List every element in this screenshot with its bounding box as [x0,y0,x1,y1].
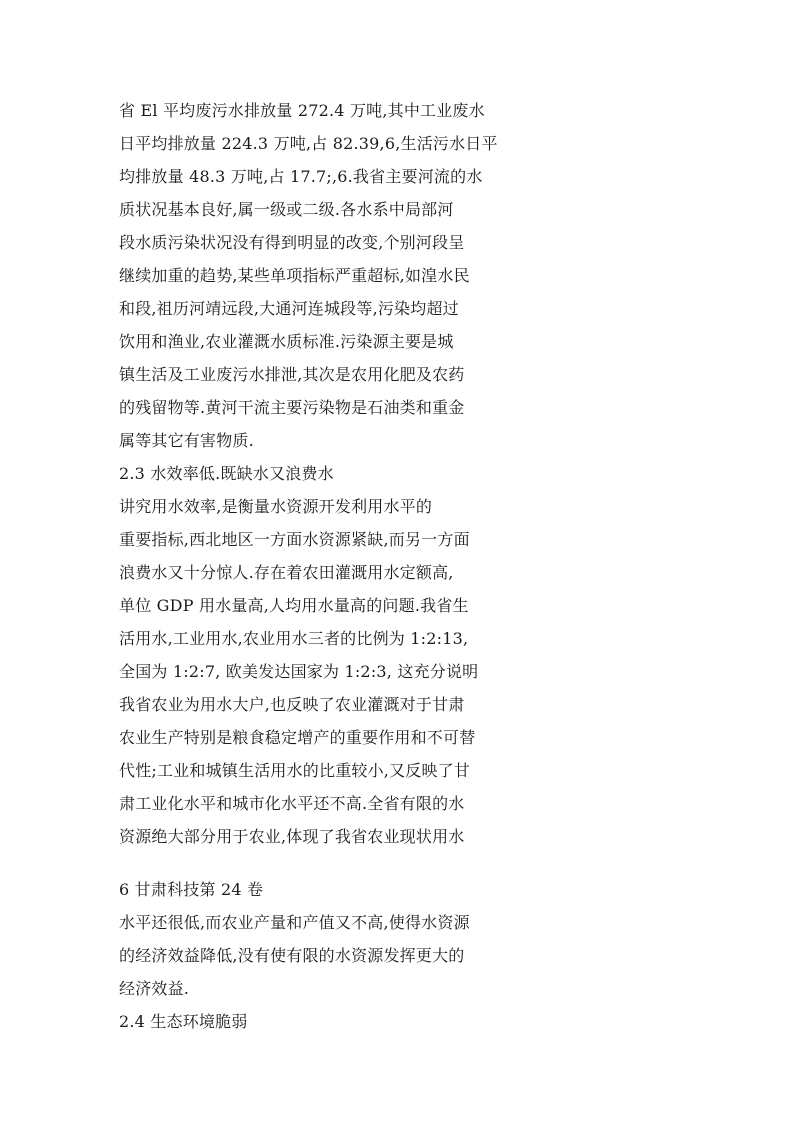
text-line: 肃工业化水平和城市化水平还不高.全省有限的水 [119,794,465,813]
text-line: 我省农业为用水大户,也反映了农业灌溉对于甘肃 [119,695,465,714]
running-header: 6 甘肃科技第 24 卷 [119,880,264,899]
text-line: 镇生活及工业废污水排泄,其次是农用化肥及农药 [119,365,465,384]
text-line: 的残留物等.黄河干流主要污染物是石油类和重金 [119,398,465,417]
text-line: 的经济效益降低,没有使有限的水资源发挥更大的 [119,946,465,965]
text-line: 属等其它有害物质. [119,431,254,450]
text-line: 水平还很低,而农业产量和产值又不高,使得水资源 [119,913,470,932]
text-line: 段水质污染状况没有得到明显的改变,个别河段呈 [119,233,465,252]
text-line: 省 El 平均废污水排放量 272.4 万吨,其中工业废水 [119,101,485,120]
text-line: 活用水,工业用水,农业用水三者的比例为 1:2:13, [119,629,469,648]
text-line: 浪费水又十分惊人.存在着农田灌溉用水定额高, [119,563,454,582]
text-line: 饮用和渔业,农业灌溉水质标准.污染源主要是城 [119,332,454,351]
text-line: 继续加重的趋势,某些单项指标严重超标,如湟水民 [119,266,470,285]
text-line: 经济效益. [119,979,190,998]
text-line: 重要指标,西北地区一方面水资源紧缺,而另一方面 [119,530,470,549]
text-line: 日平均排放量 224.3 万吨,占 82.39,6,生活污水日平 [119,134,498,153]
text-line: 讲究用水效率,是衡量水资源开发利用水平的 [119,497,433,516]
text-line: 质状况基本良好,属一级或二级.各水系中局部河 [119,200,454,219]
section-heading-2-3: 2.3 水效率低.既缺水又浪费水 [119,464,334,483]
text-line: 均排放量 48.3 万吨,占 17.7;,6.我省主要河流的水 [119,167,483,186]
text-line: 农业生产特别是粮食稳定增产的重要作用和不可替 [119,728,476,747]
text-line: 和段,祖历河靖远段,大通河连城段等,污染均超过 [119,299,459,318]
section-heading-2-4: 2.4 生态环境脆弱 [119,1012,248,1031]
text-line: 全国为 1:2:7, 欧美发达国家为 1:2:3, 这充分说明 [119,662,479,681]
text-line: 代性;工业和城镇生活用水的比重较小,又反映了甘 [119,761,471,780]
text-line: 单位 GDP 用水量高,人均用水量高的问题.我省生 [119,596,469,615]
text-line: 资源绝大部分用于农业,体现了我省农业现状用水 [119,827,465,846]
